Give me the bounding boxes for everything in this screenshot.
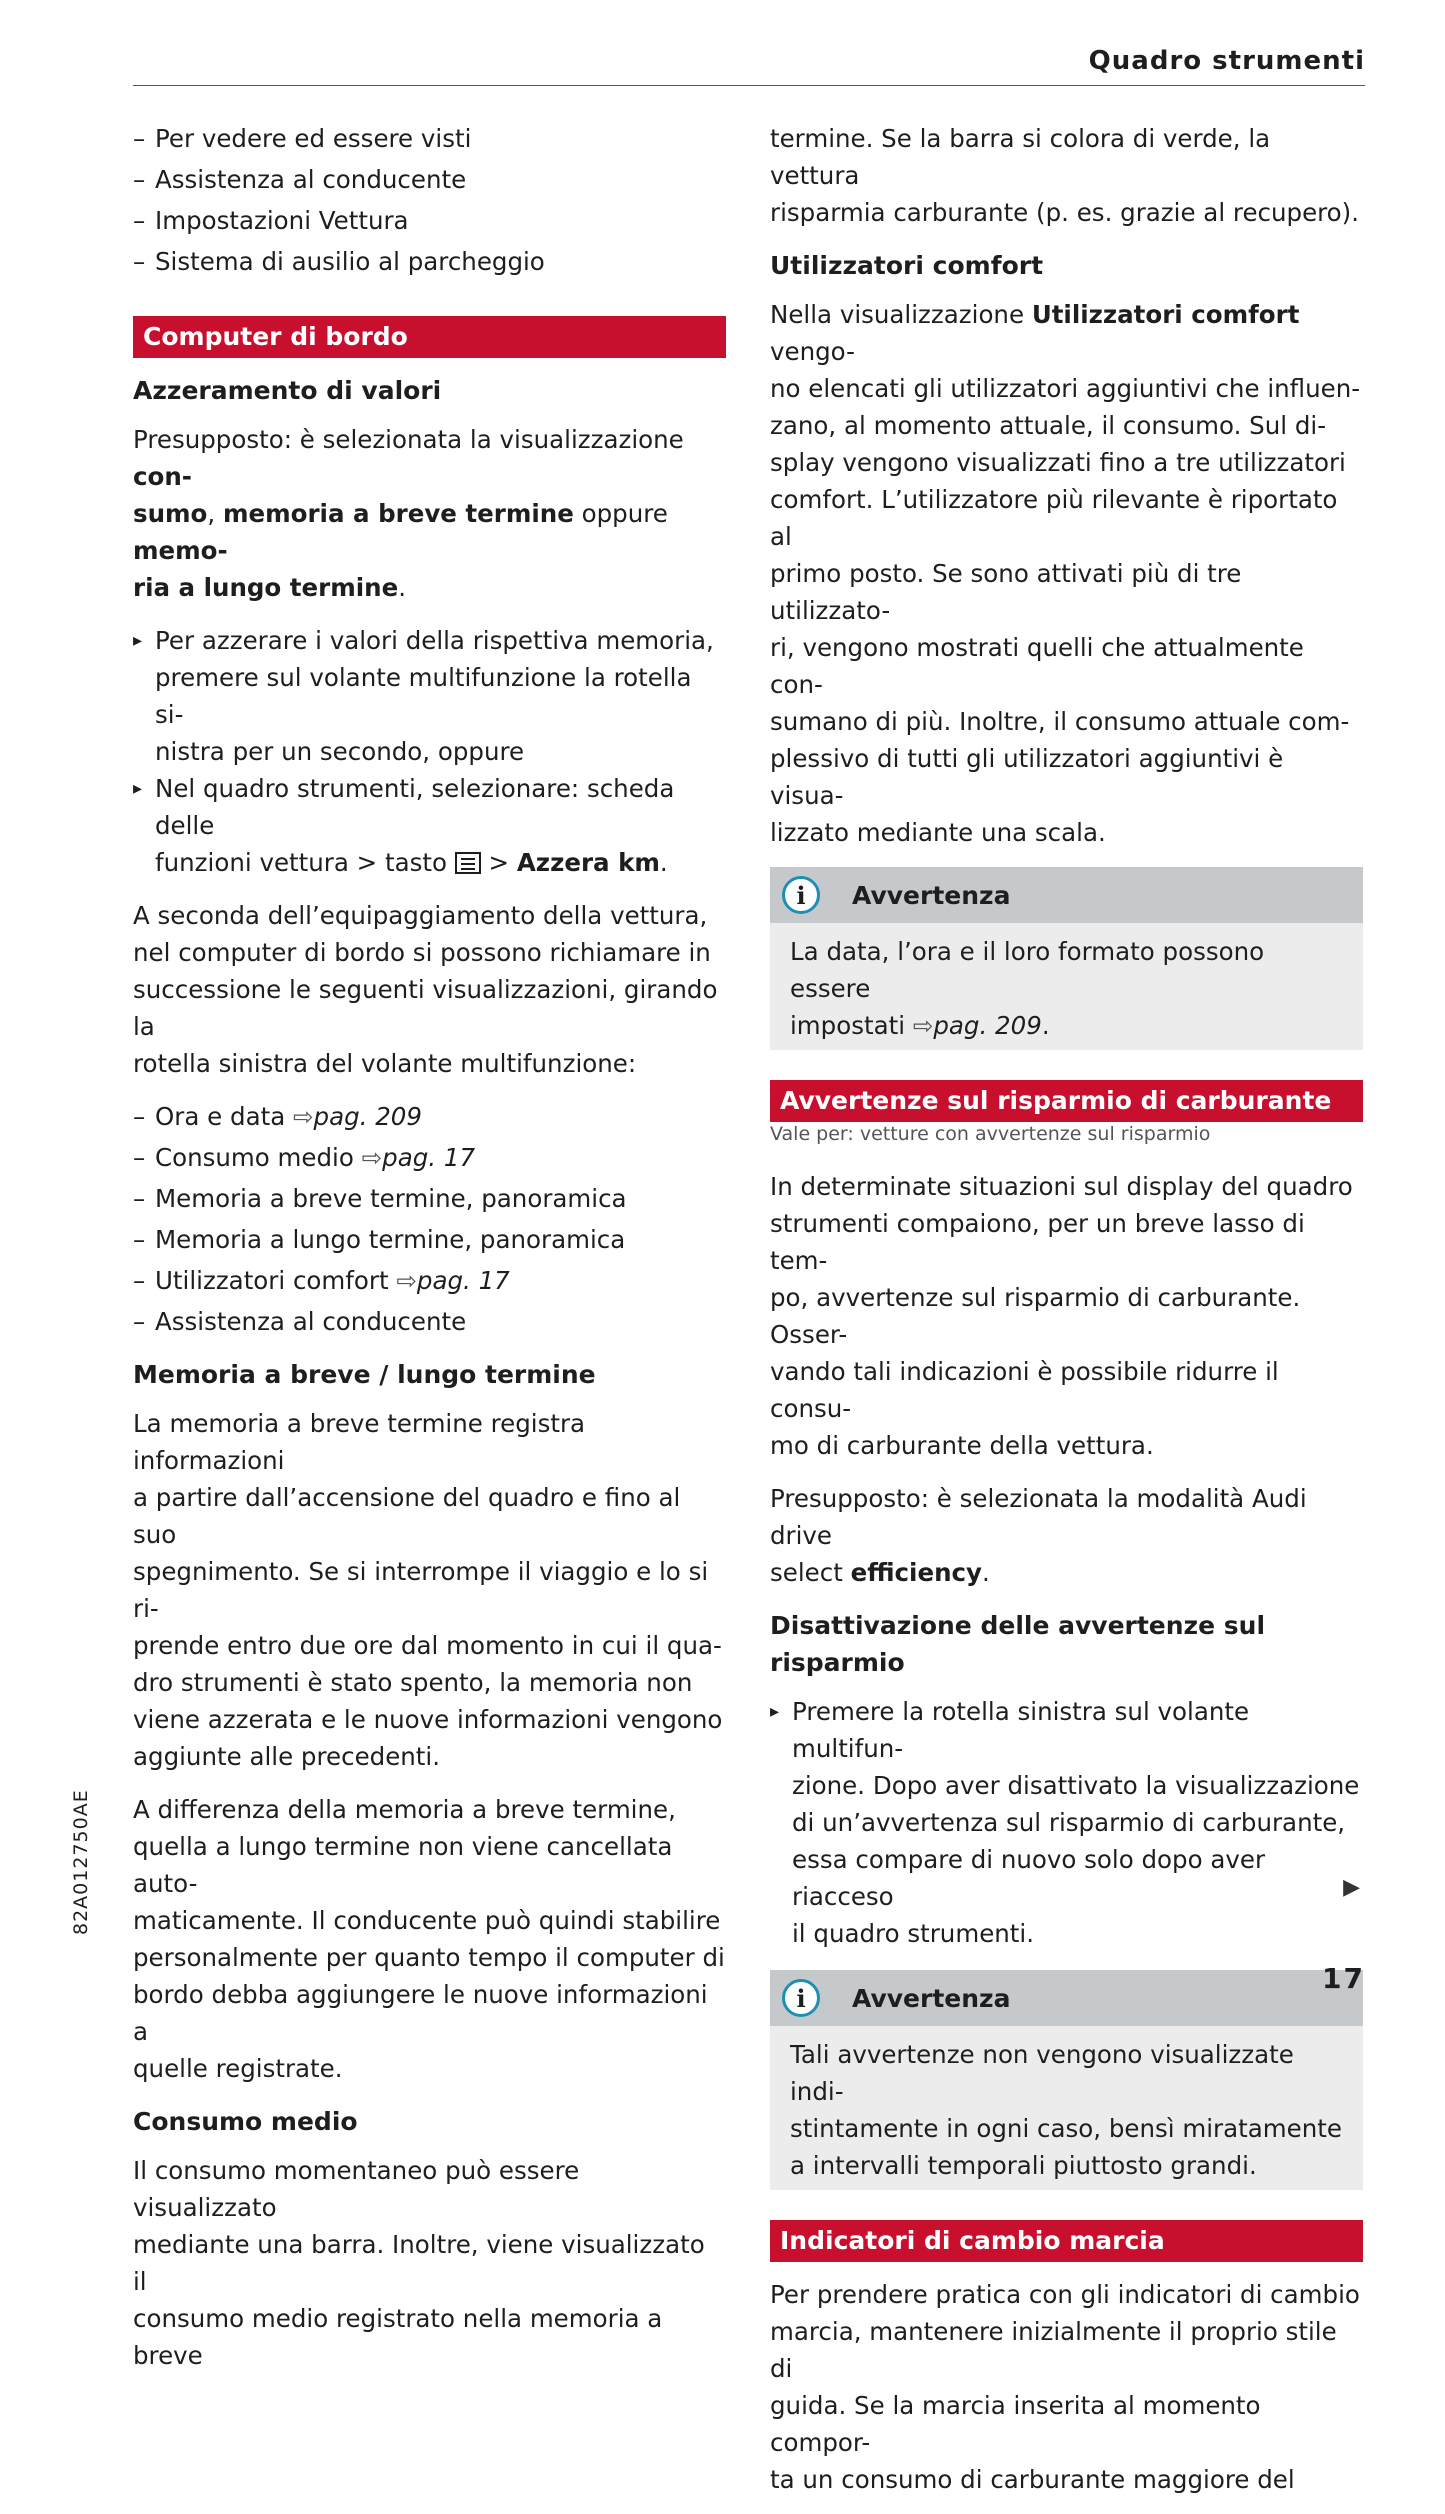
note-header <box>770 1970 1363 2026</box>
paragraph-gear-indicator: Per prendere pratica con gli indicatori di cambio marcia, mantenere inizialmente il proprio stile di guida. Se la marcia inserita al momento compor- ta un consumo di carburante maggiore del <box>770 2280 1360 2494</box>
heading-reset-values: Azzeramento di valori <box>133 376 442 405</box>
section-bar-fuel-saving: Avvertenze sul risparmio di carburante <box>770 1080 1363 1122</box>
paragraph-prerequisite: Presupposto: è selezionata la visualizzazione con- sumo, memoria a breve termine oppure memo- ria a lungo termine. <box>133 425 684 602</box>
header-rule <box>133 85 1365 86</box>
paragraph-memory-long: A differenza della memoria a breve termine, quella a lungo termine non viene cancellata auto- maticamente. Il conducente può quindi stabilire personalmente per quanto tempo il computer di bordo debba aggiungere le nuove informazioni a quelle registrate. <box>133 1795 725 2083</box>
intro-list <box>133 120 726 280</box>
validity-note: Vale per: vetture con avvertenze sul risparmio <box>770 1123 1211 1145</box>
page-reference-link[interactable]: pag. 209 <box>933 1011 1042 1040</box>
menu-key-icon <box>455 852 481 874</box>
note-box-date-time <box>770 867 1363 1050</box>
section-bar-trip-computer: Computer di bordo <box>133 316 726 358</box>
paragraph-fuel-saving: In determinate situazioni sul display del quadro strumenti compaiono, per un breve lasso di tem- po, avvertenze sul risparmio di carburante. Osser- vando tali indicazioni è possibile ridurre il consu- mo di carburante della vettura. <box>770 1172 1353 1460</box>
page-number: 17 <box>1322 1962 1365 1995</box>
page-ref-arrow-icon: ⇨ <box>361 1143 383 1172</box>
paragraph-memory-short: La memoria a breve termine registra informazioni a partire dall’accensione del quadro e fino al suo spegnimento. Se si interrompe il viaggio e lo si ri- prende entro due ore dal momento in cui il qua- dro strumenti è stato spento, la memoria non viene azzerata e le nuove informazioni vengono aggiunte alle precedenti. <box>133 1409 723 1771</box>
heading-disable-notices: Disattivazione delle avvertenze sul risparmio <box>770 1611 1266 1677</box>
note-title: Avvertenza <box>852 880 1011 910</box>
paragraph-sequence: A seconda dell’equipaggiamento della vettura, nel computer di bordo si possono richiamare in successione le seguenti visualizzazioni, girando la rotella sinistra del volante multifunzione: <box>133 901 718 1078</box>
step-item: ▸ Premere la rotella sinistra sul volante multifun- zione. Dopo aver disattivato la visualizzazione di un’avvertenza sul risparmio di carburante, essa compare di nuovo solo dopo aver riacceso il quadro strumenti. <box>770 1693 1363 1952</box>
step-item: ▸ Nel quadro strumenti, selezionare: scheda delle funzioni vettura > tasto > Azzera km. <box>133 770 726 881</box>
note-body: Tali avvertenze non vengono visualizzate indi- stintamente in ogni caso, bensì miratamente a intervalli temporali piuttosto grandi. <box>790 2040 1342 2180</box>
note-box-notices <box>770 1970 1363 2190</box>
heading-comfort-consumers: Utilizzatori comfort <box>770 251 1044 280</box>
paragraph-comfort-consumers: Nella visualizzazione Utilizzatori comfort vengo- no elencati gli utilizzatori aggiuntivi che influen- zano, al momento attuale, il consumo. Sul di- splay vengono visualizzati fino a tre utilizzatori comfort. L’utilizzatore più rilevante è riportato al primo posto. Se sono attivati più di tre utilizzato- ri, vengono mostrati quelli che attualmente con- sumano di più. Inoltre, il consumo attuale com- plessivo di tutti gli utilizzatori aggiuntivi è visua- lizzato mediante una scala. <box>770 300 1361 847</box>
list-item: – Per vedere ed essere visti <box>133 120 726 157</box>
continue-arrow-icon: ▶ <box>1343 1875 1360 1900</box>
info-icon: i <box>782 876 820 914</box>
heading-average-consumption: Consumo medio <box>133 2107 358 2136</box>
note-body: La data, l’ora e il loro formato possono essere impostati ⇨pag. 209. <box>790 937 1265 1040</box>
list-item: – Sistema di ausilio al parcheggio <box>133 243 726 280</box>
section-bar-gear-indicator: Indicatori di cambio marcia <box>770 2220 1363 2262</box>
heading-memory: Memoria a breve / lungo termine <box>133 1360 596 1389</box>
note-title: Avvertenza <box>852 1983 1011 2013</box>
page-reference-link[interactable]: pag. 17 <box>382 1143 476 1172</box>
paragraph-efficiency-prerequisite: Presupposto: è selezionata la modalità Audi drive select efficiency. <box>770 1484 1307 1587</box>
list-item: – Memoria a lungo termine, panoramica <box>133 1221 726 1258</box>
running-header-title: Quadro strumenti <box>1088 46 1365 76</box>
list-item: – Consumo medio ⇨pag. 17 <box>133 1139 726 1176</box>
info-icon: i <box>782 1979 820 2017</box>
list-item: – Memoria a breve termine, panoramica <box>133 1180 726 1217</box>
page-ref-arrow-icon: ⇨ <box>293 1102 314 1131</box>
paragraph-continuation: termine. Se la barra si colora di verde, la vettura risparmia carburante (p. es. grazie al recupero). <box>770 124 1360 227</box>
page-ref-arrow-icon: ⇨ <box>912 1011 934 1040</box>
document-code: 82A012750AE <box>70 1789 92 1935</box>
display-sequence-list <box>133 1098 726 1340</box>
page-reference-link[interactable]: pag. 17 <box>416 1266 510 1295</box>
list-item: – Impostazioni Vettura <box>133 202 726 239</box>
list-item: – Ora e data ⇨pag. 209 <box>133 1098 726 1135</box>
note-header <box>770 867 1363 923</box>
page-ref-arrow-icon: ⇨ <box>396 1266 417 1295</box>
page-reference-link[interactable]: pag. 209 <box>313 1102 422 1131</box>
paragraph-average-consumption: Il consumo momentaneo può essere visualizzato mediante una barra. Inoltre, viene visualizzato il consumo medio registrato nella memoria a breve <box>133 2156 705 2370</box>
reset-steps <box>133 622 726 881</box>
list-item: – Assistenza al conducente <box>133 1303 726 1340</box>
right-column <box>770 120 1363 2514</box>
list-item: – Utilizzatori comfort ⇨pag. 17 <box>133 1262 726 1299</box>
step-item: ▸ Per azzerare i valori della rispettiva memoria, premere sul volante multifunzione la rotella si- nistra per un secondo, oppure <box>133 622 726 770</box>
list-item: – Assistenza al conducente <box>133 161 726 198</box>
